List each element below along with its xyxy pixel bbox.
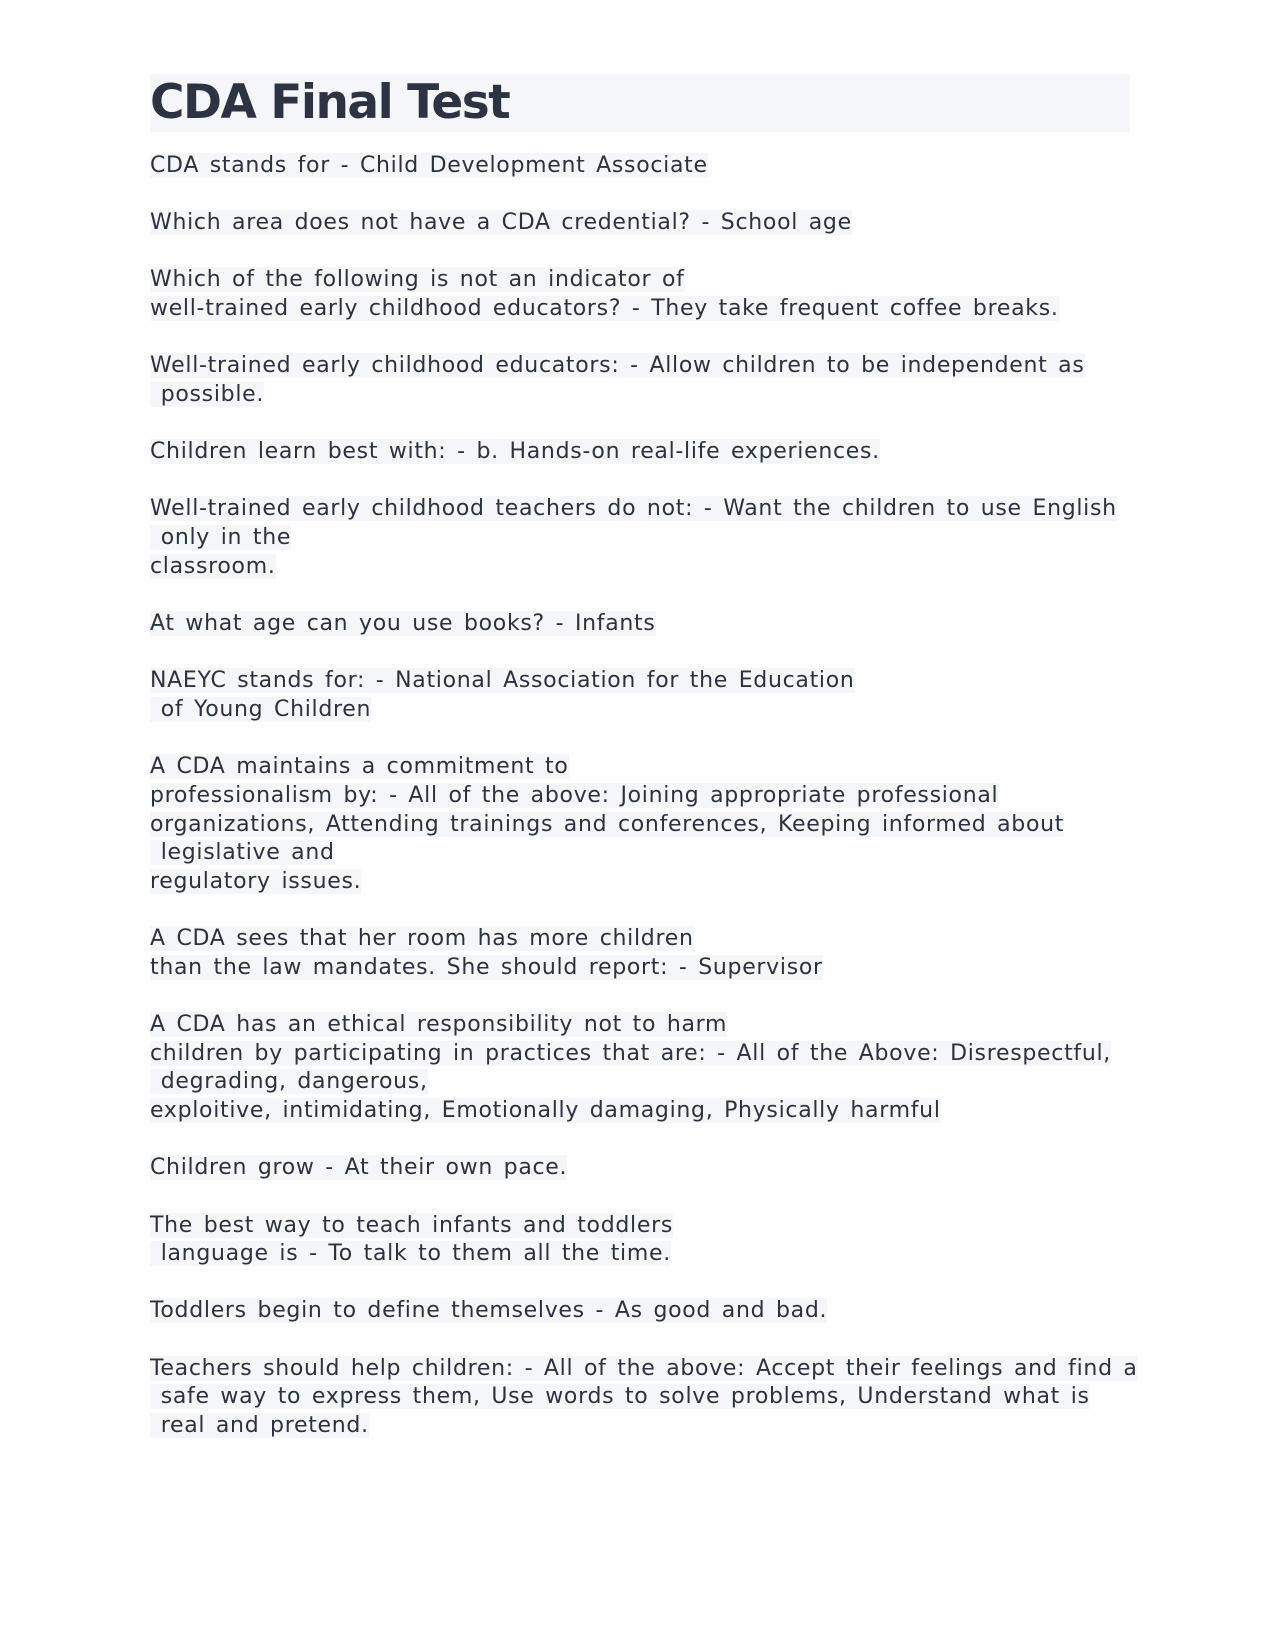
qa-line xyxy=(150,209,1130,238)
qa-line xyxy=(150,1011,1130,1040)
qa-item xyxy=(150,925,1130,982)
qa-line xyxy=(150,839,1130,868)
qa-line xyxy=(150,1355,1138,1384)
qa-line-text: A CDA has an ethical responsibility not to harm xyxy=(150,1012,728,1038)
qa-line xyxy=(150,1154,1130,1183)
qa-item xyxy=(150,266,1130,323)
qa-line-text: degrading, dangerous, xyxy=(150,1069,428,1095)
qa-list xyxy=(150,152,1138,1441)
qa-line xyxy=(150,1412,1130,1441)
qa-line xyxy=(150,868,1130,897)
qa-line-text: regulatory issues. xyxy=(150,868,362,894)
qa-item xyxy=(150,1212,1130,1269)
qa-line-text: real and pretend. xyxy=(150,1413,369,1439)
qa-line xyxy=(150,438,1130,467)
qa-line-text: Well-trained early childhood educators: - Allow children to be independent as xyxy=(150,353,1085,379)
qa-line-text: professionalism by: - All of the above: Joining appropriate professional xyxy=(150,782,999,808)
qa-line-text: A CDA sees that her room has more children xyxy=(150,926,694,952)
qa-line-text: Children learn best with: - b. Hands-on real-life experiences. xyxy=(150,439,880,465)
qa-item xyxy=(150,495,1130,581)
qa-line-text: classroom. xyxy=(150,553,276,579)
qa-item xyxy=(150,438,1130,467)
qa-line xyxy=(150,1097,1130,1126)
qa-item xyxy=(150,209,1130,238)
qa-line-text: Which area does not have a CDA credential? - School age xyxy=(150,210,852,236)
qa-line xyxy=(150,667,1130,696)
qa-line-text: NAEYC stands for: - National Association for the Education xyxy=(150,668,855,694)
qa-line-text: Well-trained early childhood teachers do not: - Want the children to use English xyxy=(150,496,1117,522)
qa-line-text: Teachers should help children: - All of the above: Accept their feelings and find a xyxy=(150,1355,1138,1381)
qa-item xyxy=(150,753,1130,897)
qa-line-text: legislative and xyxy=(150,840,335,866)
qa-item xyxy=(150,667,1130,724)
qa-line-text: possible. xyxy=(150,382,265,408)
qa-line xyxy=(150,610,1130,639)
qa-line-text: children by participating in practices that are: - All of the Above: Disrespectful, xyxy=(150,1040,1111,1066)
qa-line xyxy=(150,266,1130,295)
qa-line xyxy=(150,1240,1130,1269)
qa-item xyxy=(150,610,1130,639)
qa-line xyxy=(150,696,1130,725)
qa-item xyxy=(150,1355,1138,1441)
qa-line xyxy=(150,553,1130,582)
title-bar xyxy=(150,74,1130,132)
qa-line-text: than the law mandates. She should report: - Supervisor xyxy=(150,954,823,980)
qa-item xyxy=(150,1154,1130,1183)
qa-line xyxy=(150,152,1130,181)
qa-line-text: organizations, Attending trainings and conferences, Keeping informed about xyxy=(150,811,1065,837)
qa-line xyxy=(150,954,1130,983)
qa-line xyxy=(150,495,1130,524)
qa-line xyxy=(150,381,1130,410)
qa-line-text: of Young Children xyxy=(150,696,372,722)
document-page xyxy=(150,74,1138,1469)
qa-line xyxy=(150,295,1130,324)
qa-line-text: language is - To talk to them all the time. xyxy=(150,1241,671,1267)
qa-line xyxy=(150,1068,1130,1097)
qa-item xyxy=(150,152,1130,181)
qa-line xyxy=(150,1212,1130,1241)
qa-line xyxy=(150,1040,1130,1069)
qa-line xyxy=(150,352,1130,381)
qa-item xyxy=(150,352,1130,409)
qa-line-text: Children grow - At their own pace. xyxy=(150,1155,568,1181)
qa-line xyxy=(150,811,1130,840)
qa-line-text: exploitive, intimidating, Emotionally damaging, Physically harmful xyxy=(150,1098,941,1124)
qa-item xyxy=(150,1297,1130,1326)
qa-line-text: safe way to express them, Use words to solve problems, Understand what is xyxy=(150,1384,1090,1410)
qa-line xyxy=(150,753,1130,782)
qa-line xyxy=(150,524,1130,553)
qa-line-text: A CDA maintains a commitment to xyxy=(150,754,569,780)
qa-line-text: well-trained early childhood educators? - They take frequent coffee breaks. xyxy=(150,296,1059,322)
page-title: CDA Final Test xyxy=(150,75,510,130)
qa-line xyxy=(150,1297,1130,1326)
qa-line-text: The best way to teach infants and toddlers xyxy=(150,1212,673,1238)
qa-line xyxy=(150,1383,1130,1412)
qa-line-text: only in the xyxy=(150,525,292,551)
qa-line-text: Which of the following is not an indicator of xyxy=(150,267,685,293)
qa-line xyxy=(150,782,1130,811)
qa-item xyxy=(150,1011,1130,1126)
qa-line-text: CDA stands for - Child Development Associate xyxy=(150,153,708,178)
qa-line-text: Toddlers begin to define themselves - As good and bad. xyxy=(150,1298,828,1324)
qa-line-text: At what age can you use books? - Infants xyxy=(150,611,656,637)
qa-line xyxy=(150,925,1130,954)
